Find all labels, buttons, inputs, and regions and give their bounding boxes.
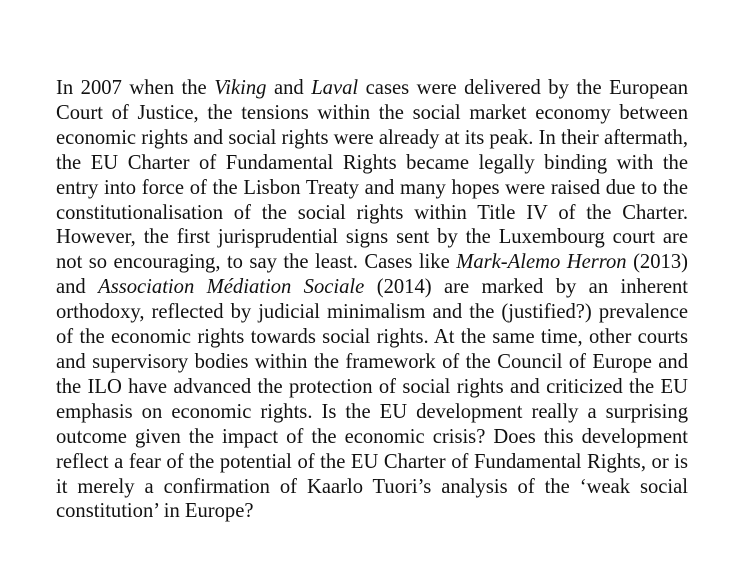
case-name-laval: Laval (311, 77, 359, 99)
abstract-text: (2014) are marked by an inherent orthodoxy, reflected by judicial minimalism and the (justified?) prevalence of the economic rights towards social rights. At the same time, other courts and supervisory bodies within the framework of the Council of Europe and the ILO have advanced the protection of social rights and criticized the EU emphasis on economic rights. Is the EU development really a surprising outcome given the impact of the economic crisis? Does this development reflect a fear of the potential of the EU Charter of Fundamental Rights, or is it merely a confirmation of Kaarlo Tuori’s analysis of the ‘weak social constitution’ in Europe? (56, 276, 688, 523)
abstract-text: In 2007 when the (56, 77, 215, 99)
case-name-viking: Viking (214, 77, 267, 99)
abstract-text: (2013) and (56, 251, 688, 299)
case-name-association-mediation-sociale: Association Médiation Sociale (98, 276, 365, 299)
abstract-text: and (266, 77, 312, 99)
case-name-mark-alemo-herron: Mark-Alemo Herron (456, 251, 627, 274)
abstract-text: cases were delivered by the European Court of Justice, the tensions within the social market economy between economic rights and social rights were already at its peak. In their aftermath, the EU Charter of Fundamental Rights became legally binding with the entry into force of the Lisbon Treaty and many hopes were raised due to the constitutionalisation of the social rights within Title IV of the Charter. However, the first jurisprudential signs sent by the Luxembourg court are not so encouraging, to say the least. Cases like (56, 77, 689, 274)
abstract-paragraph (56, 76, 688, 524)
